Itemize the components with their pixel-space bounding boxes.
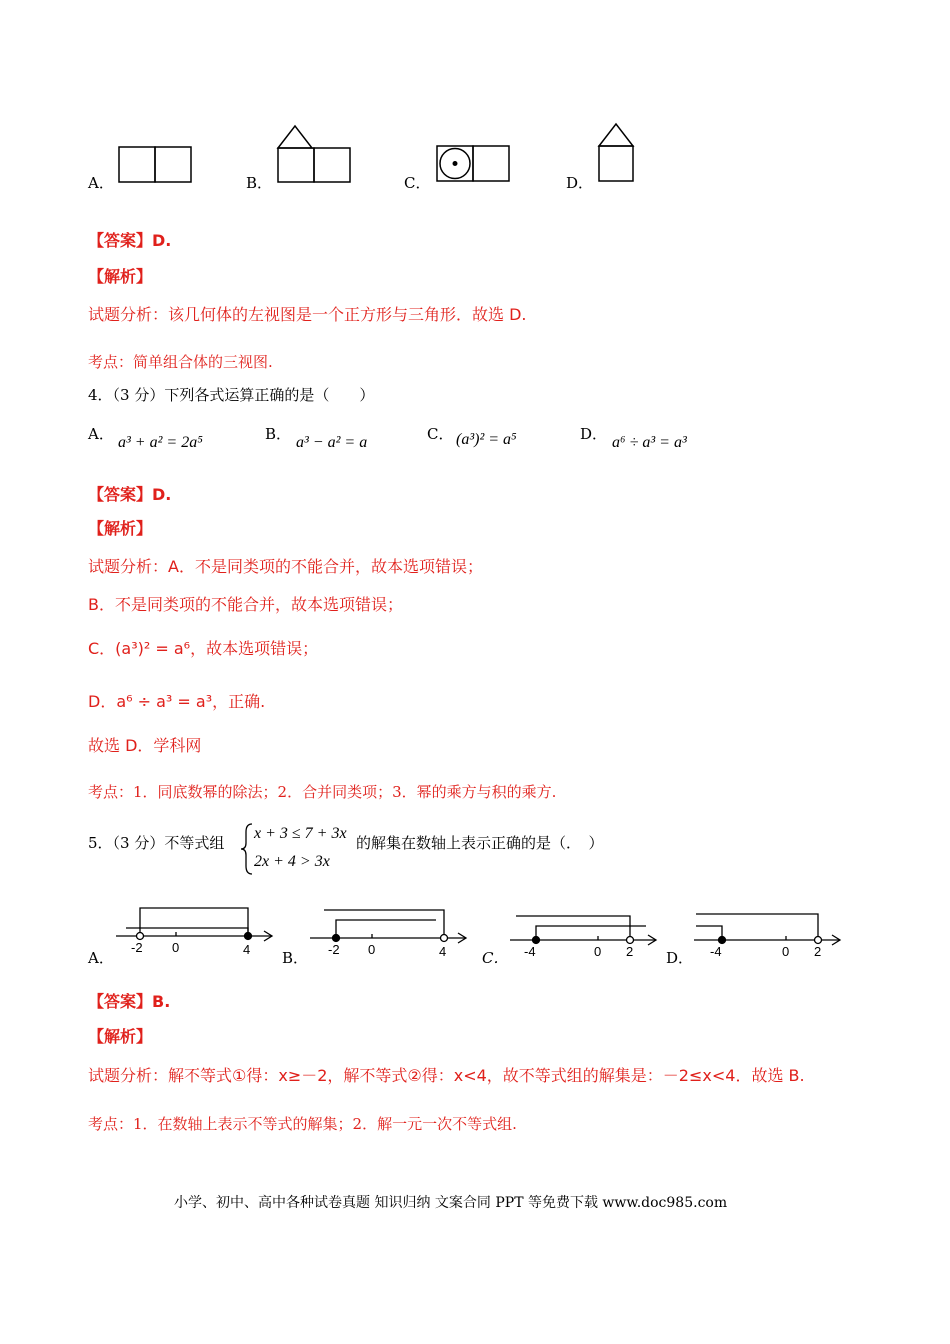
q5-option-c-label: C． [482, 949, 509, 967]
q4-option-b-label: B． [265, 425, 292, 443]
q3-option-a-figure [118, 146, 192, 184]
q4-kaodian: 考点：1．同底数幂的除法；2．合并同类项；3．幂的乘方与积的乘方. [88, 783, 557, 801]
q5-stem-suffix: 的解集在数轴上表示正确的是（． ） [356, 834, 604, 852]
q5-system-line-1: x + 3 ≤ 7 + 3x [254, 825, 347, 842]
q5-system-line-2: 2x + 4 > 3x [254, 853, 330, 870]
q4-analysis-header: 【解析】 [88, 519, 153, 538]
q4-option-b-expr: a³ − a² = a [296, 434, 368, 451]
q3-answer: 【答案】D. [88, 231, 172, 250]
q4-analysis-line-4: D．a⁶ ÷ a³ = a³，正确. [88, 692, 266, 711]
q5-system-brace [240, 822, 254, 876]
page-footer: 小学、初中、高中各种试卷真题 知识归纳 文案合同 PPT 等免费下载 www.doc985.com [174, 1195, 728, 1211]
q5-d-tick-2: 0 [782, 944, 790, 958]
q5-b-tick-2: 0 [368, 942, 376, 957]
q4-option-a-expr: a³ + a² = 2a⁵ [118, 434, 203, 451]
q3-analysis-header: 【解析】 [88, 267, 153, 286]
q5-kaodian: 考点：1．在数轴上表示不等式的解集；2．解一元一次不等式组. [88, 1115, 517, 1133]
q4-answer: 【答案】D. [88, 485, 172, 504]
q5-stem-prefix: 5．（3 分）不等式组 [88, 834, 225, 852]
q3-option-c-label: C． [404, 174, 431, 192]
q5-answer: 【答案】B. [88, 992, 171, 1011]
q3-option-b-figure [276, 124, 352, 184]
q3-option-d-figure [597, 122, 637, 184]
q5-a-tick-2: 0 [172, 940, 180, 955]
q4-analysis-line-2: B．不是同类项的不能合并，故本选项错误； [88, 595, 403, 614]
q5-option-d-label: D． [666, 949, 694, 967]
q5-c-tick-2: 0 [594, 944, 602, 958]
q4-stem: 4．（3 分）下列各式运算正确的是（ ） [88, 386, 375, 404]
q5-option-d-numberline [690, 908, 850, 958]
q4-option-d-expr: a⁶ ÷ a³ = a³ [612, 434, 687, 451]
q5-option-b-label: B． [282, 949, 309, 967]
q3-option-c-figure [436, 145, 510, 183]
q5-analysis-text: 试题分析：解不等式①得：x≥－2，解不等式②得：x<4，故不等式组的解集是：－2≤x<4．故选 B. [88, 1066, 805, 1085]
q4-option-d-label: D． [580, 425, 608, 443]
q4-option-c-expr: (a³)² = a⁵ [456, 431, 517, 448]
q4-analysis-line-5: 故选 D．学科网 [88, 736, 202, 755]
q5-a-tick-1: -2 [131, 940, 143, 955]
q3-analysis-text: 试题分析：该几何体的左视图是一个正方形与三角形．故选 D. [88, 305, 527, 324]
q5-analysis-header: 【解析】 [88, 1027, 153, 1046]
q3-option-a-label: A． [88, 174, 114, 192]
q5-c-tick-3: 2 [626, 944, 634, 958]
q5-option-b-numberline [306, 908, 476, 958]
q5-d-tick-3: 2 [814, 944, 822, 958]
q5-option-a-label: A． [88, 949, 114, 967]
q5-c-tick-1: -4 [524, 944, 536, 958]
q3-option-b-label: B． [246, 174, 273, 192]
q4-analysis-line-3: C．(a³)² = a⁶，故本选项错误； [88, 639, 319, 658]
q5-b-tick-1: -2 [328, 942, 340, 957]
q5-a-tick-3: 4 [243, 942, 251, 956]
q3-kaodian: 考点：简单组合体的三视图. [88, 353, 273, 371]
q5-option-a-numberline [112, 906, 282, 956]
q5-d-tick-1: -4 [710, 944, 722, 958]
q4-option-a-label: A． [88, 425, 114, 443]
q5-option-c-numberline [506, 912, 666, 958]
q5-b-tick-3: 4 [439, 944, 447, 958]
q4-analysis-line-1: 试题分析：A．不是同类项的不能合并，故本选项错误； [88, 557, 483, 576]
q4-option-c-label: C． [427, 425, 454, 443]
q3-option-d-label: D． [566, 174, 594, 192]
